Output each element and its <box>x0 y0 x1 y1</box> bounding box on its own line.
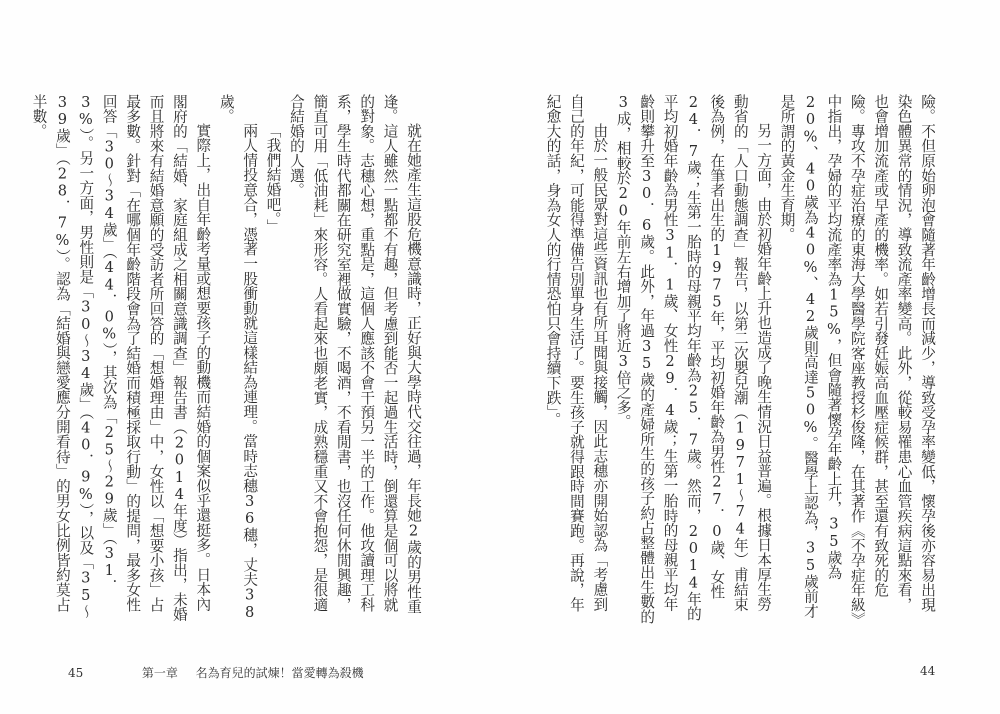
page-footer <box>68 664 364 681</box>
paragraph: 險。不但原始卵泡會隨著年齡增長而減少，導致受孕率變低，懷孕後亦容易出現染色體異常的情況，導致流產率變高。此外，從較易罹患心血管疾病這點來看，也會增加流產或早產的機率。如若引發妊娠高血壓症候群，甚至還有致死的危險。專攻不孕症治療的東海大學醫學院客座教授杉俊隆，在其著作《不孕症年級》中指出，孕婦的平均流產率為15%，但會隨著懷孕年齡上升，35歲為20%、40歲為40%、42歲則高達50%。醫學上認為，35歲前才是所謂的黃金生育期。 <box>778 94 936 620</box>
page-number: 45 <box>68 666 84 680</box>
paragraph: 兩人情投意合，憑著一股衝動就這樣結為連理。當時志穗36穗，丈夫38歲。 <box>217 94 259 622</box>
paragraph: 實際上，出自年齡考量或想要孩子的動機而結婚的個案似乎還挺多。日本內閣府的「結婚、家庭組成之相關意識調查」報告書（2014年度）指出，未婚而且將來有結婚意願的受訪者所回答的「想婚理由」中，女性以「想要小孩」占最多數。針對「在哪個年齡階段會為了結婚而積極採取行動」的提問，最多女性回答「30～34歲」（44．0%），其次為「25～29歲」（31．3%）。另一方面，男性則是「30～34歲」（40．9%），以及「35～39歲」（28．7%）。認為「結婚與戀愛應分開看待」的男女比例皆約莫占半數。 <box>30 94 212 622</box>
left-page-body <box>30 94 425 624</box>
paragraph: 就在她產生這股危機意識時，正好與大學時代交往過，年長她2歲的男性重逢。這人雖然一點都不有趣，但考慮到能否一起過生活時，倒還算是個可以將就的對象。志穗心想，重點是，這個人應該不會干預另一半的工作。他攻讀理工科系，學生時代都關在研究室裡做實驗，不喝酒，不看閒書，也沒任何休閒興趣，簡直可用「低油耗」來形容。人看起來也頗老實，成熟穩重又不會抱怨，是很適合結婚的人選。 <box>287 94 422 614</box>
chapter-label: 第一章 <box>141 666 178 680</box>
paragraph: 由於一般民眾對這些資訊也有所耳聞與接觸，因此志穗亦開始認為「考慮到自己的年紀，可能得準備告別單身生活了。要生孩子就得跟時間賽跑。再說，年紀愈大的話，身為女人的行情恐怕只會持續下跌」。 <box>544 94 609 612</box>
page-number: 44 <box>920 664 936 678</box>
right-page <box>500 0 1000 714</box>
paragraph-quote: 「我們結婚吧。」 <box>264 123 282 235</box>
paragraph: 另一方面，由於初婚年齡上升也造成了晚生情況日益普遍。根據日本厚生勞動省的「人口動態調查」報告，以第二次嬰兒潮（1971～74年）甫結束後為例，在筆者出生的1975年，平均初婚年齡為男性27．0歲、女性24．7歲；生第一胎時的母親平均年齡為25．7歲。然而，2014年的平均初婚年齡為男性31．1歲、女性29．4歲；生第一胎時的母親平均年齡則攀升至30．6歲。此外，年過35歲的產婦所生的孩子約占整體出生數的3成，相較於20年前左右增加了將近3倍之多。 <box>614 94 773 624</box>
chapter-title: 名為育兒的試煉！當愛轉為殺機 <box>195 666 364 680</box>
right-page-body <box>544 94 939 624</box>
